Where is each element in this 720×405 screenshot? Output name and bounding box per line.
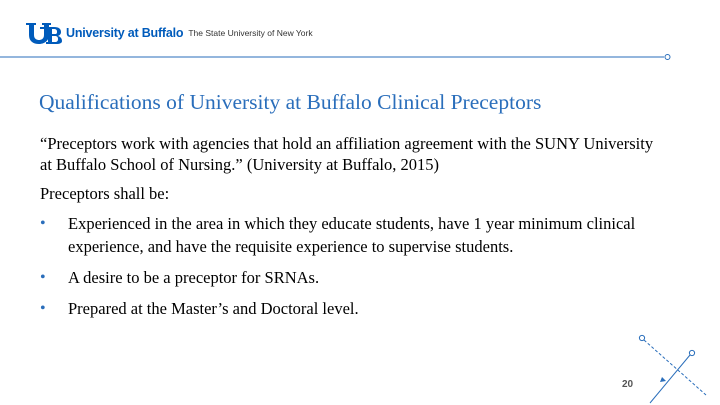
slide-title: Qualifications of University at Buffalo Clinical Preceptors: [39, 90, 542, 114]
bullet-icon: •: [40, 300, 46, 317]
intro-text: Preceptors shall be:: [40, 184, 170, 203]
list-item-text: Prepared at the Master’s and Doctoral level.: [68, 299, 359, 318]
bullet-icon: •: [40, 269, 46, 286]
page-number: 20: [622, 379, 634, 390]
list-item: [40, 297, 660, 320]
ub-interlocking-logo-icon: [24, 21, 64, 45]
affiliation-quote: “Preceptors work with agencies that hold an affiliation agreement with the SUNY University at Buffalo School of Nursing.” (University at Buffalo, 2015): [40, 134, 654, 174]
list-item: [40, 212, 660, 258]
suny-name: The State University of New York: [188, 28, 313, 38]
university-name: University at Buffalo: [66, 26, 184, 40]
list-item: [40, 266, 660, 289]
corner-decoration-icon: [630, 325, 720, 405]
university-logo: [24, 21, 313, 45]
bullet-icon: •: [40, 215, 46, 232]
list-item-text: Experienced in the area in which they educate students, have 1 year minimum clinical experience, and have the requisite experience to supervise students.: [68, 214, 636, 256]
header-divider-line: [0, 50, 720, 64]
slide-body: [40, 133, 660, 328]
qualifications-list: [40, 212, 660, 320]
list-item-text: A desire to be a preceptor for SRNAs.: [68, 268, 320, 287]
